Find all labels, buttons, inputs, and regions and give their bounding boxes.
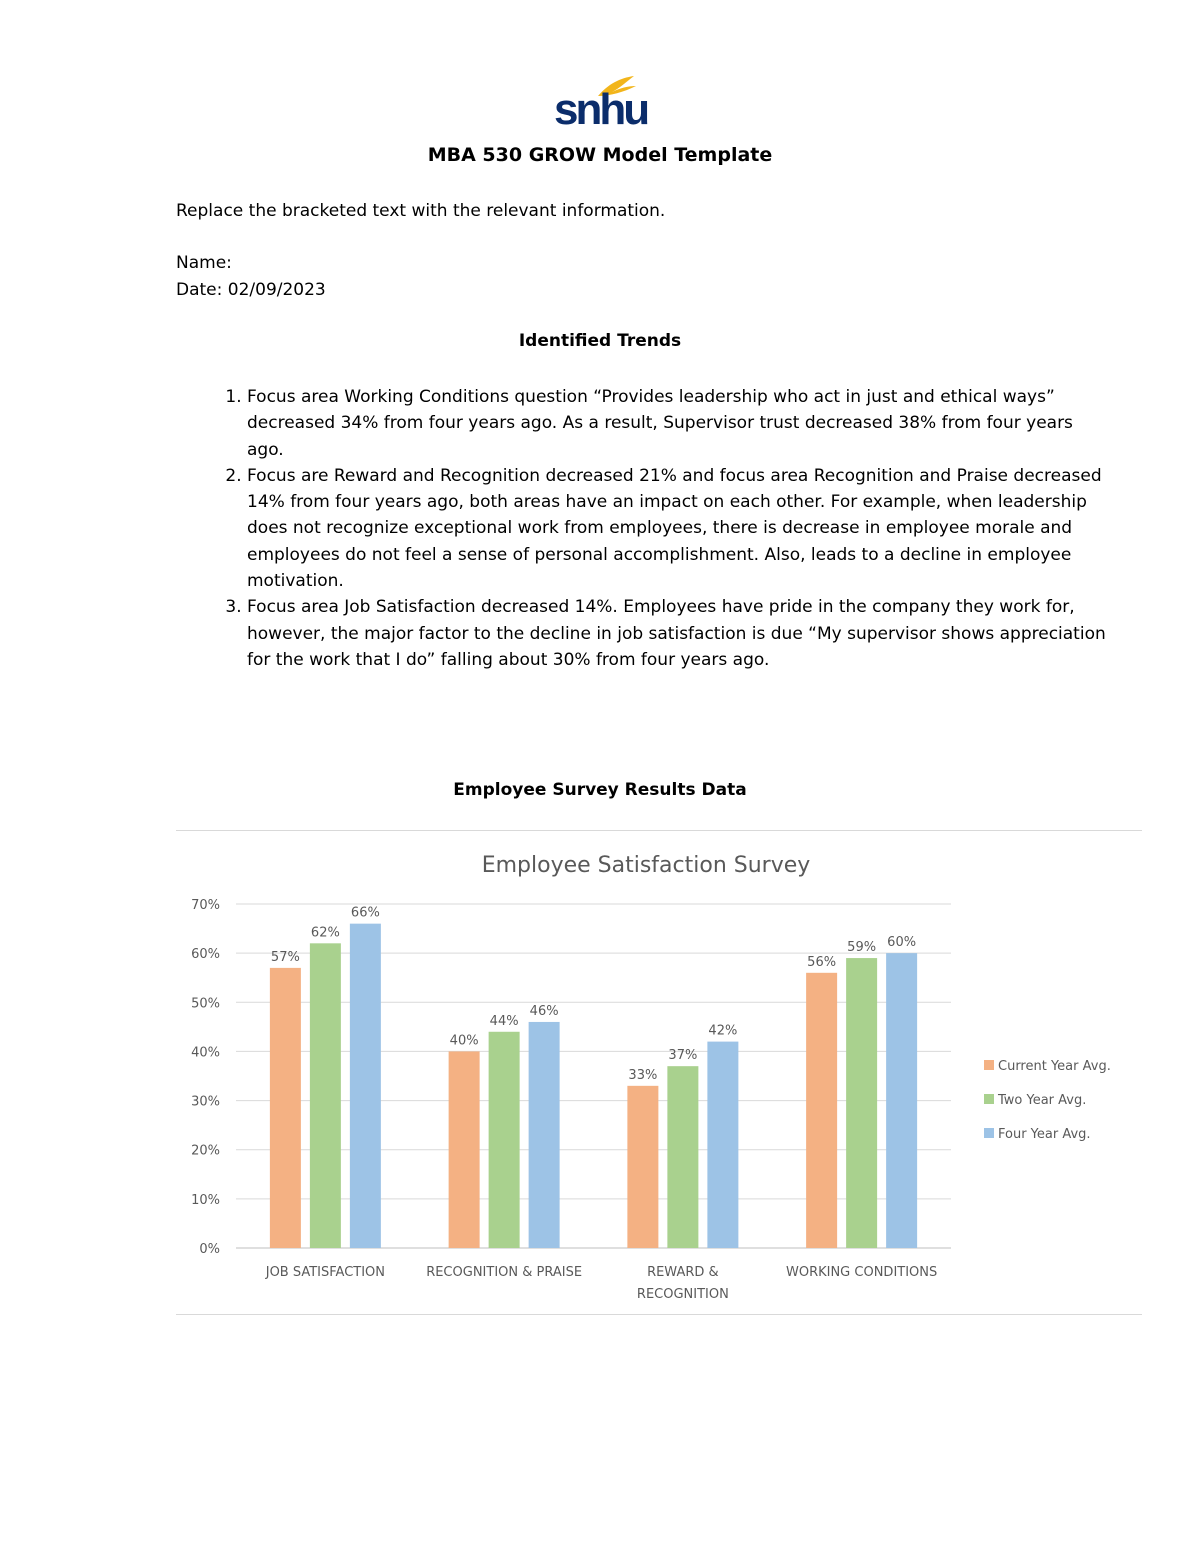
legend-swatch [984, 1128, 994, 1138]
data-label: 60% [887, 935, 917, 951]
name-field: Name: [176, 253, 232, 273]
legend-label: Two Year Avg. [998, 1093, 1087, 1108]
legend-label: Current Year Avg. [998, 1059, 1111, 1074]
bar [350, 924, 381, 1248]
y-tick-label: 40% [191, 1045, 220, 1061]
bar [489, 1032, 520, 1248]
snhu-logo [554, 74, 648, 134]
bar [806, 973, 837, 1248]
y-tick-label: 60% [191, 947, 220, 963]
bar [886, 953, 917, 1248]
chart-title: Employee Satisfaction Survey [481, 853, 811, 878]
y-tick-label: 10% [191, 1192, 220, 1208]
trends-list [176, 384, 1107, 673]
bar [707, 1042, 738, 1248]
data-label: 59% [847, 940, 877, 956]
trend-item: 3. Focus area Job Satisfaction decreased 14%. Employees have pride in the company they work for, however, the major factor to the decline in job satisfaction is due “My supervisor shows appreciation for the work that I do” falling about 30% from four years ago. [247, 594, 1107, 673]
data-label: 44% [489, 1013, 519, 1029]
data-label: 40% [449, 1033, 479, 1049]
y-tick-label: 70% [191, 898, 220, 913]
x-tick-label: JOB SATISFACTION [265, 1265, 386, 1280]
bar [529, 1022, 560, 1248]
logo-text: snhu [554, 85, 648, 134]
legend-swatch [984, 1094, 994, 1104]
chart-bottom-divider [176, 1314, 1142, 1315]
x-tick-label: RECOGNITION & PRAISE [426, 1265, 583, 1280]
y-tick-label: 50% [191, 996, 220, 1012]
x-tick-label: RECOGNITION [636, 1287, 729, 1302]
bar [627, 1086, 658, 1248]
x-tick-label: WORKING CONDITIONS [785, 1265, 938, 1280]
bar [310, 943, 341, 1248]
legend-swatch [984, 1060, 994, 1070]
trend-item: 1. Focus area Working Conditions question “Provides leadership who act in just and ethical ways” decreased 34% from four years ago. As a result, Supervisor trust decreased 38% from four years ago. [247, 384, 1107, 463]
bar [449, 1051, 480, 1248]
trend-item: 2. Focus are Reward and Recognition decreased 21% and focus area Recognition and Praise decreased 14% from four years ago, both areas have an impact on each other. For example, when leadership does not recognize exceptional work from employees, there is decrease in employee morale and employees do not feel a sense of personal accomplishment. Also, leads to a decline in employee motivation. [247, 463, 1107, 594]
bar [667, 1066, 698, 1248]
data-label: 62% [310, 925, 340, 941]
data-label: 37% [668, 1048, 698, 1064]
x-tick-label: REWARD & [647, 1265, 719, 1280]
data-label: 57% [270, 949, 300, 965]
bar [270, 968, 301, 1248]
date-field: Date: 02/09/2023 [176, 280, 326, 300]
data-label: 66% [350, 905, 380, 921]
page-title: MBA 530 GROW Model Template [427, 144, 773, 166]
data-label: 33% [628, 1067, 658, 1083]
trends-heading: Identified Trends [518, 331, 682, 351]
y-tick-label: 20% [191, 1143, 220, 1159]
instruction-text: Replace the bracketed text with the relevant information. [176, 201, 666, 221]
data-label: 56% [807, 954, 837, 970]
bar [846, 958, 877, 1248]
chart-heading: Employee Survey Results Data [453, 780, 747, 800]
chart-top-divider [176, 830, 1142, 831]
legend-label: Four Year Avg. [998, 1127, 1091, 1142]
employee-satisfaction-chart [176, 834, 1142, 1312]
data-label: 42% [708, 1023, 738, 1039]
y-tick-label: 30% [191, 1094, 220, 1110]
data-label: 46% [529, 1003, 559, 1019]
y-tick-label: 0% [199, 1242, 220, 1257]
